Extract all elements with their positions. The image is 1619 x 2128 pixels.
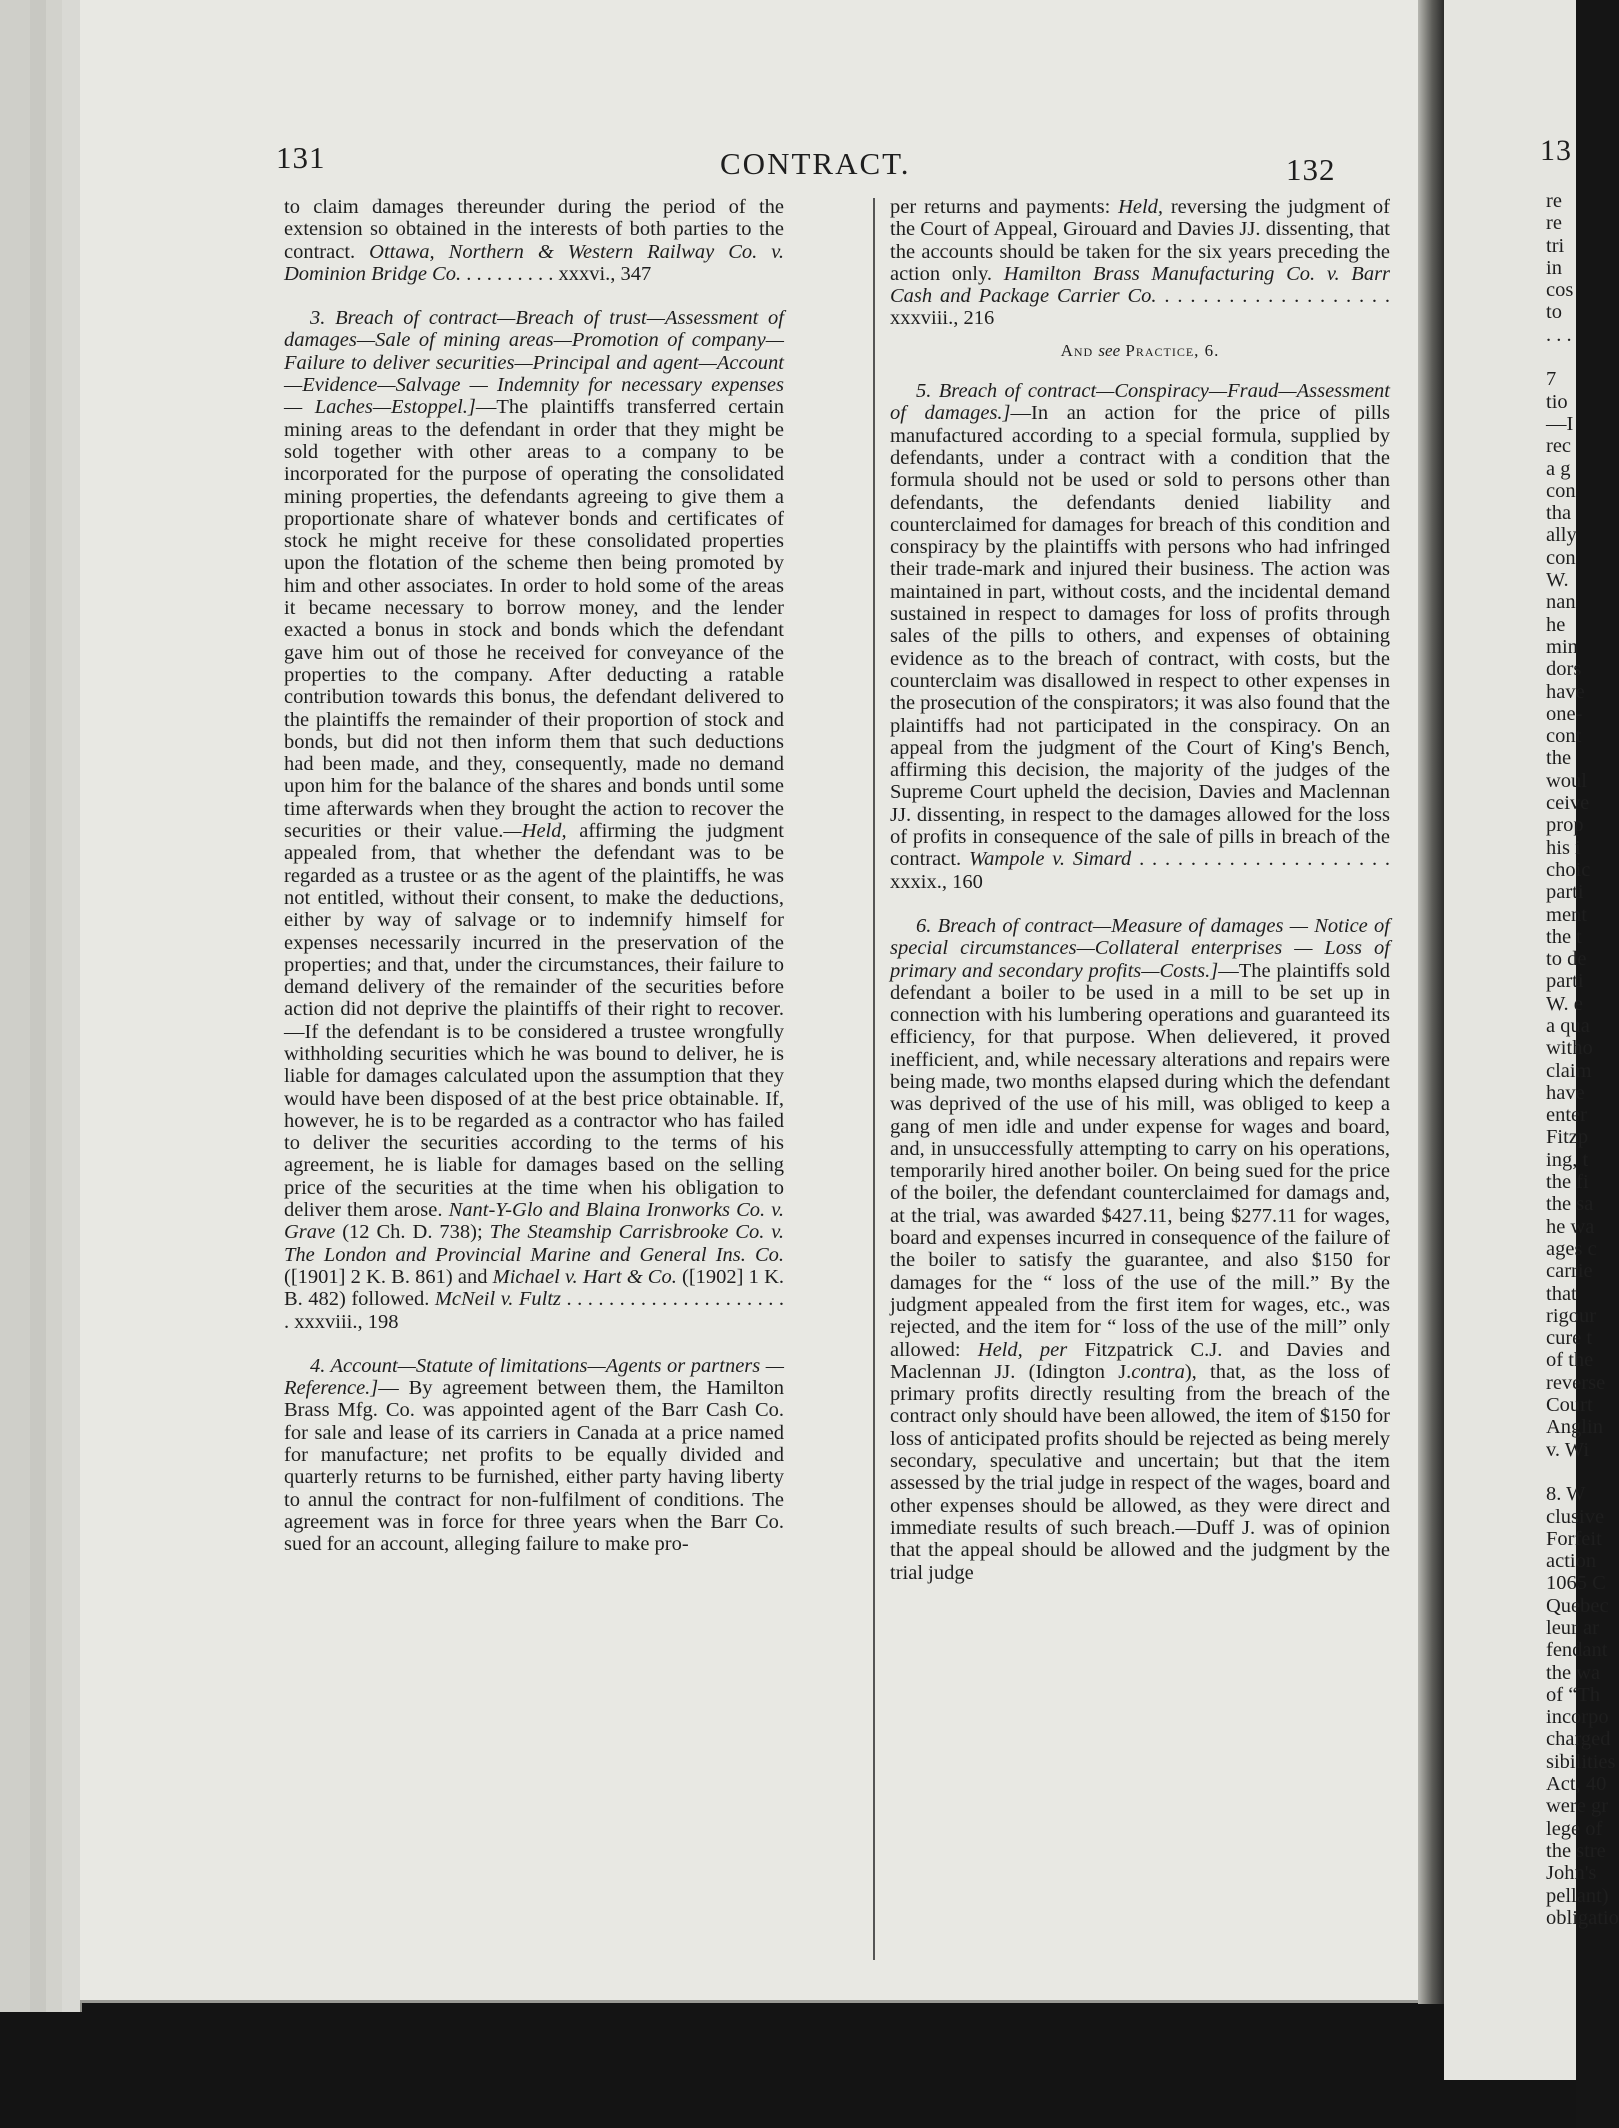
next-page-line-fragment: incorpo bbox=[1546, 1706, 1609, 1729]
next-page-line-fragment: dors bbox=[1546, 658, 1582, 681]
next-page-line-fragment: action bbox=[1546, 1550, 1597, 1573]
next-page-line-fragment: parti bbox=[1546, 881, 1584, 904]
next-page-line-fragment: W. e bbox=[1546, 992, 1583, 1015]
next-page-line-fragment: parti bbox=[1546, 970, 1584, 993]
case-name: Michael v. Hart & Co. bbox=[492, 1265, 677, 1288]
next-page-line-fragment bbox=[1546, 346, 1619, 368]
entry-5: 5. Breach of contract—Conspiracy—Fraud—Assessment of damages.]—In an action for the price of pills manufactured according to a special formula, supplied by defendants, under a contract with a condition that the formula should not be used or sold to persons other than defendants, the defendants denied liability and counterclaimed for damages for breach of this condition and conspiracy by the plaintiffs with persons who had infringed their trade-mark and injured their business. The action was maintained in part, without costs, and the incidental demand sustained in respect to damages for loss of profits through sales of the pills to others, and expenses of obtaining evidence as to the breach of contract, with costs, but the counterclaim was disallowed in respect to other expenses in the prosecution of the conspirators; it was also found that the plaintiffs had not participated in the conspiracy. On an appeal from the judgment of the Court of King's Bench, affirming this decision, the majority of the judges of the Supreme Court upheld the decision, Davies and Maclennan JJ. dissenting, in respect to the damages allowed for the loss of profits in consequence of the sale of pills in breach of the contract. Wampole v. Simard . . . . . . . . . . . . . . . . . . . . xxxix., 160 bbox=[890, 380, 1391, 893]
next-page-line-fragment: con bbox=[1546, 546, 1576, 569]
next-page-line-fragment: Quebec bbox=[1546, 1594, 1609, 1617]
next-page-line-fragment: leur ar bbox=[1546, 1617, 1599, 1639]
next-page-line-fragment: the bbox=[1546, 747, 1572, 770]
next-page-line-fragment: pellant) bbox=[1546, 1884, 1609, 1907]
next-page-line-fragment: were gr bbox=[1546, 1795, 1609, 1818]
next-page-line-fragment: re bbox=[1546, 190, 1562, 212]
next-page-line-fragment: cont bbox=[1546, 725, 1582, 748]
next-page-line-fragment: ages c bbox=[1546, 1237, 1597, 1260]
next-page-line-fragment: a g bbox=[1546, 457, 1571, 480]
next-page-line-fragment: re bbox=[1546, 212, 1562, 235]
next-page-line-fragment: cos bbox=[1546, 279, 1574, 302]
next-page-line-fragment: in bbox=[1546, 256, 1562, 279]
page-title: CONTRACT. bbox=[720, 146, 911, 181]
next-page-fragment bbox=[1444, 0, 1619, 2080]
next-page-line-fragment: woul bbox=[1546, 769, 1587, 792]
entry-6: 6. Breach of contract—Measure of damages — Notice of special circumstances—Collateral enterprises — Loss of primary and secondary profits—Costs.]—The plaintiffs sold defendant a boiler to be used in a mill to be set up in connection with his lumbering operations and guaranteed its efficiency, for that purpose. When delievered, it proved inefficient, and, while necessary alterations and repairs were being made, two months elapsed during which the defendant was deprived of the use of his mill, was obliged to keep a gang of men idle and under expense for wages and board, and, in unsuccessfully attempting to carry on his operations, temporarily hired another boiler. On being sued for the price of the boiler, the defendant counterclaimed for damags and, at the trial, was awarded $427.11, being $277.11 for wages, board and expenses incurred in consequence of the failure of the boiler to satisfy the guarantee, and also $150 for damages for the “ loss of the use of the mill.” By the judgment appealed from the first item for wages, etc., was rejected, and the item for “ loss of the use of the mill” only allowed: Held, per Fitzpatrick C.J. and Davies and Maclennan JJ. (Idington J.contra), that, as the loss of primary profits directly resulting from the breach of the contract only should have been allowed, the item of $150 for loss of anticipated profits should be rejected as being merely secondary, speculative and uncertain; but that the item assessed by the trial judge in respect of the wages, board and other expenses should be allowed, as they were direct and immediate results of such breach.—Duff J. was of opinion that the appeal should be allowed and the judgment by the trial judge bbox=[890, 914, 1390, 1584]
next-page-line-fragment: ally bbox=[1546, 524, 1577, 547]
next-page-line-fragment: choic bbox=[1546, 858, 1591, 881]
next-page-line-fragment: nan bbox=[1546, 591, 1576, 614]
entry-4: 4. Account—Statute of limitations—Agents or partners — Reference.]— By agreement between them, the Hamilton Brass Mfg. Co. was appointed agent of the Barr Cash Co. for sale and lease of its carriers in Canada at a price named for manufacture; net profits to be equally divided and quarterly returns to be furnished, either party having liberty to annul the contract for non-fulfilment of conditions. The agreement was in force for three years when the Barr Co. sued for an account, alleging failure to make pro- bbox=[284, 1354, 784, 1556]
next-page-line-fragment: —I bbox=[1546, 412, 1574, 435]
next-page-line-fragment: one- bbox=[1546, 702, 1583, 725]
next-page-line-fragment: tha bbox=[1546, 502, 1572, 525]
next-page-line-fragment: Fitzp bbox=[1546, 1126, 1589, 1149]
page-edge bbox=[0, 0, 32, 2012]
next-page-line-fragment: lege of bbox=[1546, 1817, 1603, 1840]
next-page-line-fragment: to bbox=[1546, 301, 1562, 324]
case-name: Ottawa, Northern & Western Railway Co. v. Dominion Bridge Co. bbox=[284, 240, 785, 285]
see-also-reference: And see Practice, 6. bbox=[1060, 340, 1220, 360]
citation: . . . . . . . . . . . . . . . . . . . . xxxix., 160 bbox=[890, 848, 1391, 893]
next-page-line-fragment: the fi bbox=[1546, 1171, 1589, 1194]
next-page-line-fragment: he wa bbox=[1546, 1215, 1595, 1238]
next-page-line-fragment: con bbox=[1546, 479, 1576, 502]
next-page-line-fragment: the stre bbox=[1546, 1839, 1606, 1862]
next-page-text bbox=[1546, 190, 1619, 1929]
next-page-line-fragment: min bbox=[1546, 635, 1578, 658]
case-name: Nant-Y-Glo and Blaina Ironworks Co. v. Grave bbox=[284, 1199, 784, 1244]
case-name: McNeil v. Fultz bbox=[434, 1288, 562, 1311]
entry-3: 3. Breach of contract—Breach of trust—Assessment of damages—Sale of mining areas—Promotion of company—Failure to deliver securities—Principal and agent—Account—Evidence—Salvage — Indemnity for necessary expenses — Laches—Estoppel.]—The plaintiffs transferred certain mining areas to the defendant in order that they might be sold together with other areas to a company to be incorporated for the purpose of operating the consolidated mining properties, the defendants agreeing to give them a proportionate share of whatever bonds and certificates of stock he might receive for these consolidated properties upon the flotation of the scheme then being promoted by him and other associates. In order to hold some of the areas it became necessary to borrow money, and the lender exacted a bonus in stock and bonds which the defendant gave him out of those he received for conveyance of the properties to the company. After deducting a ratable contribution towards this bonus, the defendant delivered to the plaintiffs the remainder of their proportion of stock and bonds, but did not then inform them that such deductions had been made, and they, consequently, made no demand upon him for the balance of the shares and bonds until some time afterwards when they brought the action to recover the securities or their value.—Held, affirming the judgment appealed from, that whether the defendant was to be regarded as a trustee or as the agent of the plaintiffs, he was not entitled, without their consent, to make the deductions, either by way of salvage or to indemnify himself for expenses necessarily incurred in the preservation of the properties; and that, under the circumstances, their failure to demand delivery of the remainder of the securities before action did not deprive the plaintiffs of their right to recover.—If the defendant is to be considered a trustee wrongfully withholding securities which he was bound to deliver, he is liable for damages calculated upon the assumption that they would have been disposed of at the best price obtainable. If, however, he is to be regarded as a contractor who has failed to deliver the securities according to the terms of his agreement, he is liable for damages based on the selling price of the securities at the time when his obligation to deliver them arose. Nant-Y-Glo and Blaina Ironworks Co. v. Grave (12 Ch. D. 738); The Steamship Carrisbrooke Co. v. The London and Provincial Marine and General Ins. Co. ([1901] 2 K. B. 861) and Michael v. Hart & Co. ([1902] 1 K. B. 482) followed. McNeil v. Fultz . . . . . . . . . . . . . . . . . . . . . . xxxviii., 198 bbox=[284, 307, 785, 1333]
next-page-line-fragment: that bbox=[1546, 1282, 1577, 1305]
next-page-line-fragment: Court bbox=[1546, 1394, 1593, 1417]
citation: . . . . . . . . . xxxvi., 347 bbox=[466, 262, 652, 285]
next-page-line-fragment: reverse bbox=[1546, 1371, 1606, 1394]
case-name: The Steamship Carrisbrooke Co. v. The London and Provincial Marine and General Ins. Co. bbox=[284, 1221, 785, 1266]
next-page-line-fragment: of the bbox=[1546, 1349, 1594, 1372]
entry-heading: 5. Breach of contract—Conspiracy—Fraud—Assessment of damages.] bbox=[890, 380, 1390, 425]
next-page-line-fragment: witho bbox=[1546, 1037, 1593, 1060]
next-page-line-fragment: prop bbox=[1546, 814, 1584, 837]
next-page-line-fragment: 7 bbox=[1546, 368, 1557, 391]
next-page-line-fragment: enter bbox=[1546, 1104, 1587, 1127]
next-page-line-fragment: rigour bbox=[1546, 1304, 1597, 1327]
next-page-line-fragment: to de bbox=[1546, 948, 1587, 971]
next-page-line-fragment: claim bbox=[1546, 1059, 1592, 1082]
next-page-line-fragment: Act, 40 bbox=[1546, 1773, 1607, 1796]
next-page-line-fragment: ceive bbox=[1546, 792, 1590, 815]
case-name: Wampole v. Simard bbox=[968, 848, 1132, 871]
next-page-line-fragment: sibilities bbox=[1546, 1750, 1616, 1773]
next-page-line-fragment: 8. W bbox=[1546, 1483, 1586, 1506]
next-page-number: 13 bbox=[1540, 134, 1572, 167]
next-page-line-fragment: his i bbox=[1546, 836, 1581, 859]
next-page-line-fragment bbox=[1546, 1461, 1619, 1483]
next-page-line-fragment: clusive bbox=[1546, 1505, 1605, 1528]
next-page-line-fragment: charged bbox=[1546, 1728, 1611, 1751]
next-page-line-fragment: the t bbox=[1546, 925, 1582, 948]
entry-heading: 6. Breach of contract—Measure of damages — Notice of special circumstances—Collateral enterprises — Loss of primary and secondary profits—Costs.] bbox=[890, 914, 1390, 982]
page-edge bbox=[62, 0, 82, 2012]
citation: . . . . . . . . . . . . . . . . . . xxxviii., 216 bbox=[890, 285, 1391, 330]
book-gutter bbox=[1418, 0, 1444, 2004]
next-page-line-fragment: tri bbox=[1546, 234, 1565, 257]
next-page-line-fragment: the sa bbox=[1546, 1193, 1594, 1216]
entry-heading: 4. Account—Statute of limitations—Agents or partners — Reference.] bbox=[284, 1354, 784, 1400]
next-page-line-fragment: of “Th bbox=[1546, 1683, 1601, 1706]
next-page-line-fragment: . . . bbox=[1546, 323, 1572, 346]
next-page-line-fragment: rec bbox=[1546, 435, 1572, 458]
next-page-line-fragment: 1065 C bbox=[1546, 1572, 1606, 1595]
entry-heading: 3. Breach of contract—Breach of trust—Assessment of damages—Sale of mining areas—Promotion of company—Failure to deliver securities—Principal and agent—Account—Evidence—Salvage — Indemnity for necessary expenses — Laches—Estoppel.] bbox=[284, 307, 784, 419]
column-divider bbox=[873, 198, 875, 1960]
next-page-line-fragment: cure t bbox=[1546, 1327, 1593, 1350]
left-page bbox=[80, 0, 1428, 2003]
next-page-line-fragment: John's bbox=[1546, 1862, 1597, 1885]
next-page-line-fragment: have bbox=[1546, 1081, 1585, 1104]
next-page-line-fragment: Anglin bbox=[1546, 1416, 1603, 1439]
next-page-line-fragment: ment bbox=[1546, 903, 1587, 926]
left-column bbox=[284, 196, 784, 1556]
next-page-line-fragment: carrie bbox=[1546, 1260, 1593, 1283]
next-page-line-fragment: obligatio bbox=[1546, 1906, 1619, 1929]
next-page-line-fragment: tio bbox=[1546, 390, 1568, 413]
citation: . . . . . . . . . . . . . . . . . . . . . . xxxviii., 198 bbox=[284, 1288, 785, 1333]
next-page-line-fragment: the wa bbox=[1546, 1661, 1601, 1684]
next-page-line-fragment: he bbox=[1546, 613, 1566, 636]
next-page-line-fragment: have bbox=[1546, 680, 1585, 703]
left-page-number: 131 bbox=[276, 140, 326, 175]
next-page-line-fragment: v. Wi bbox=[1546, 1438, 1590, 1461]
next-page-line-fragment: ing, t bbox=[1546, 1148, 1589, 1171]
entry4-continuation: per returns and payments: Held, reversing the judgment of the Court of Appeal, Girouard and Davies JJ. dissenting, that the accounts should be taken for the six years preceding the action only. Hamilton Brass Manufacturing Co. v. Barr Cash and Package Carrier Co. . . . . . . . . . . . . . . . . . . xxxviii., 216 bbox=[890, 196, 1391, 330]
case-name: Hamilton Brass Manufacturing Co. v. Barr Cash and Package Carrier Co. bbox=[890, 262, 1391, 308]
next-page-line-fragment: Forfeit bbox=[1546, 1527, 1602, 1550]
next-page-line-fragment: fendant bbox=[1546, 1639, 1608, 1662]
right-column bbox=[890, 196, 1390, 1584]
next-page-line-fragment: a qua bbox=[1546, 1014, 1590, 1037]
right-page-number: 132 bbox=[1286, 152, 1336, 187]
entry2-continuation: to claim damages thereunder during the period of the extension so obtained in the interests of both parties to the contract. Ottawa, Northern & Western Railway Co. v. Dominion Bridge Co. . . . . . . . . . xxxvi., 347 bbox=[284, 196, 785, 285]
next-page-line-fragment: W. bbox=[1546, 569, 1569, 592]
